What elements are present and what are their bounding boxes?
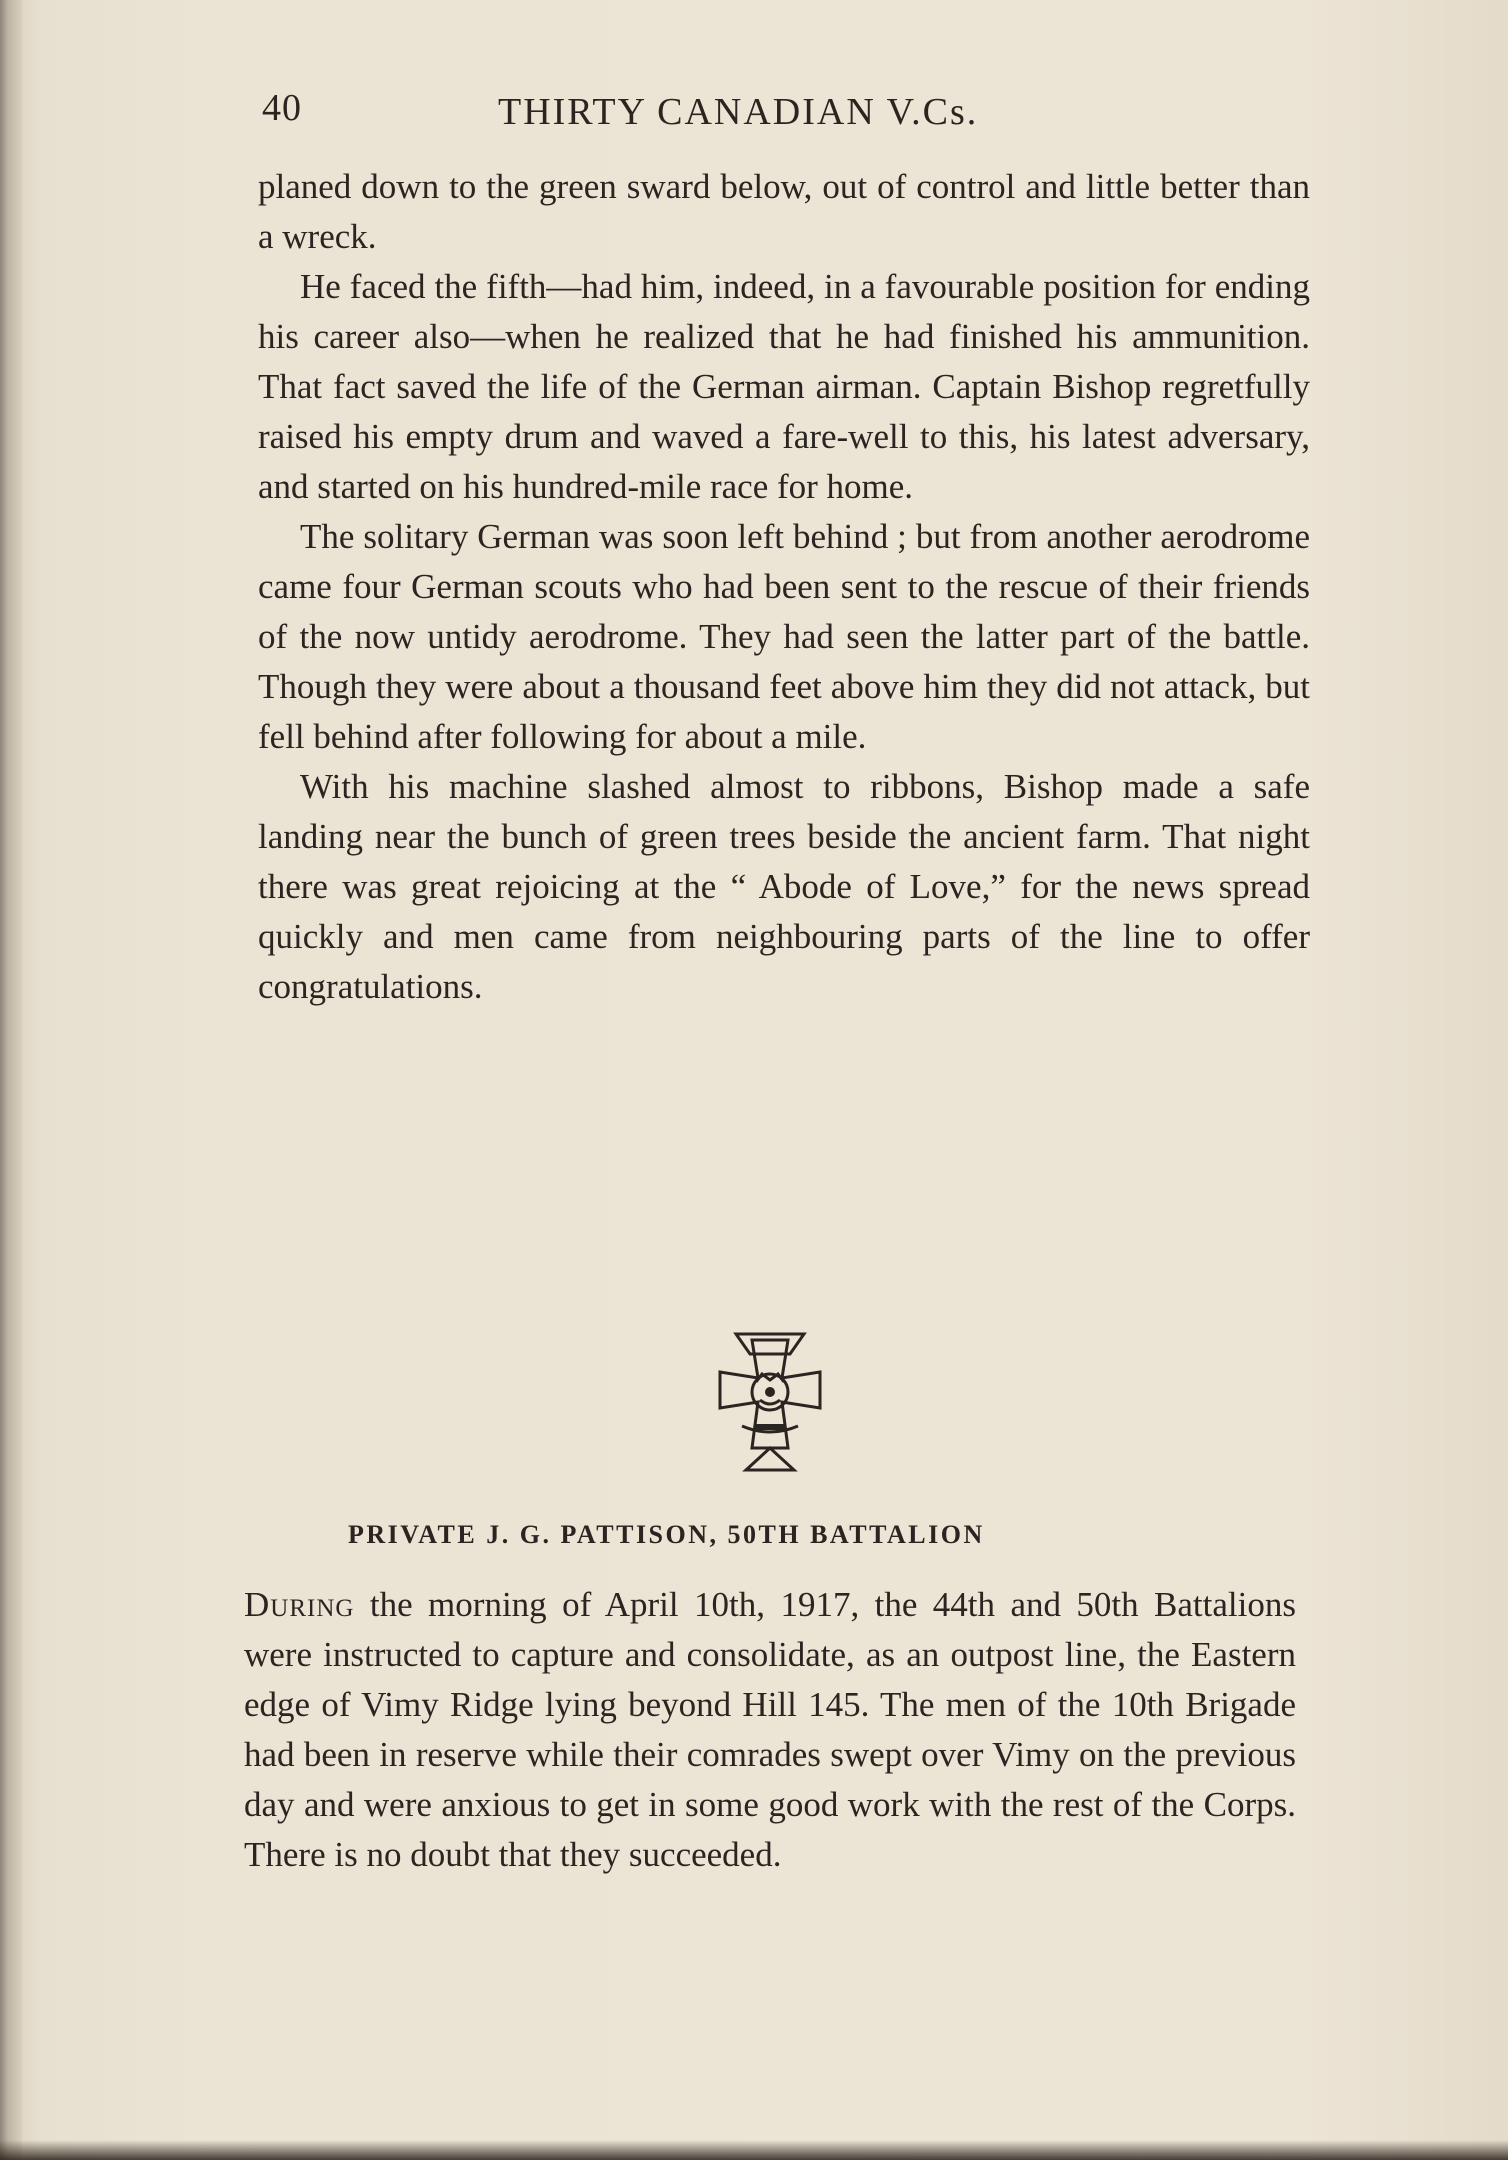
page-number: 40	[262, 87, 302, 129]
paragraph: The solitary German was soon left behind ; but from another aerodrome came four German scouts who had been sent to the rescue of their friends of the now untidy aerodrome. They had seen the latter part of the battle. Though they were about a thousand feet above him they did not attack, but fell behind after following for about a mile.	[258, 517, 1310, 756]
section-body	[244, 1580, 1296, 1880]
page-bottom-edge	[0, 2140, 1508, 2160]
book-spine-shadow	[0, 0, 22, 2160]
body-text	[258, 162, 1310, 1012]
section-heading: PRIVATE J. G. PATTISON, 50TH BATTALION	[348, 1520, 985, 1549]
paragraph: planed down to the green sward below, out of control and little better than a wreck.	[258, 167, 1310, 256]
page-header	[262, 86, 1092, 146]
opening-word: During	[244, 1585, 355, 1624]
running-head: THIRTY CANADIAN V.Cs.	[498, 91, 979, 133]
paragraph: With his machine slashed almost to ribbons, Bishop made a safe landing near the bunch of green trees beside the ancient farm. That night there was great rejoicing at the “ Abode of Love,” for the news spread quickly and men came from neighbouring parts of the line to offer congratulations.	[258, 767, 1310, 1006]
victoria-cross-icon	[690, 1330, 850, 1490]
paragraph-text: the morning of April 10th, 1917, the 44th and 50th Battalions were instructed to capture and consolidate, as an outpost line, the Eastern edge of Vimy Ridge lying beyond Hill 145. The men of the 10th Brigade had been in reserve while their comrades swept over Vimy on the previous day and were anxious to get in some good work with the rest of the Corps. There is no doubt that they succeeded.	[244, 1585, 1296, 1874]
paragraph	[244, 1580, 1296, 1880]
paragraph: He faced the fifth—had him, indeed, in a favourable position for ending his career also—when he realized that he had finished his ammunition. That fact saved the life of the German airman. Captain Bishop regretfully raised his empty drum and waved a fare-well to this, his latest adversary, and started on his hundred-mile race for home.	[258, 267, 1310, 506]
